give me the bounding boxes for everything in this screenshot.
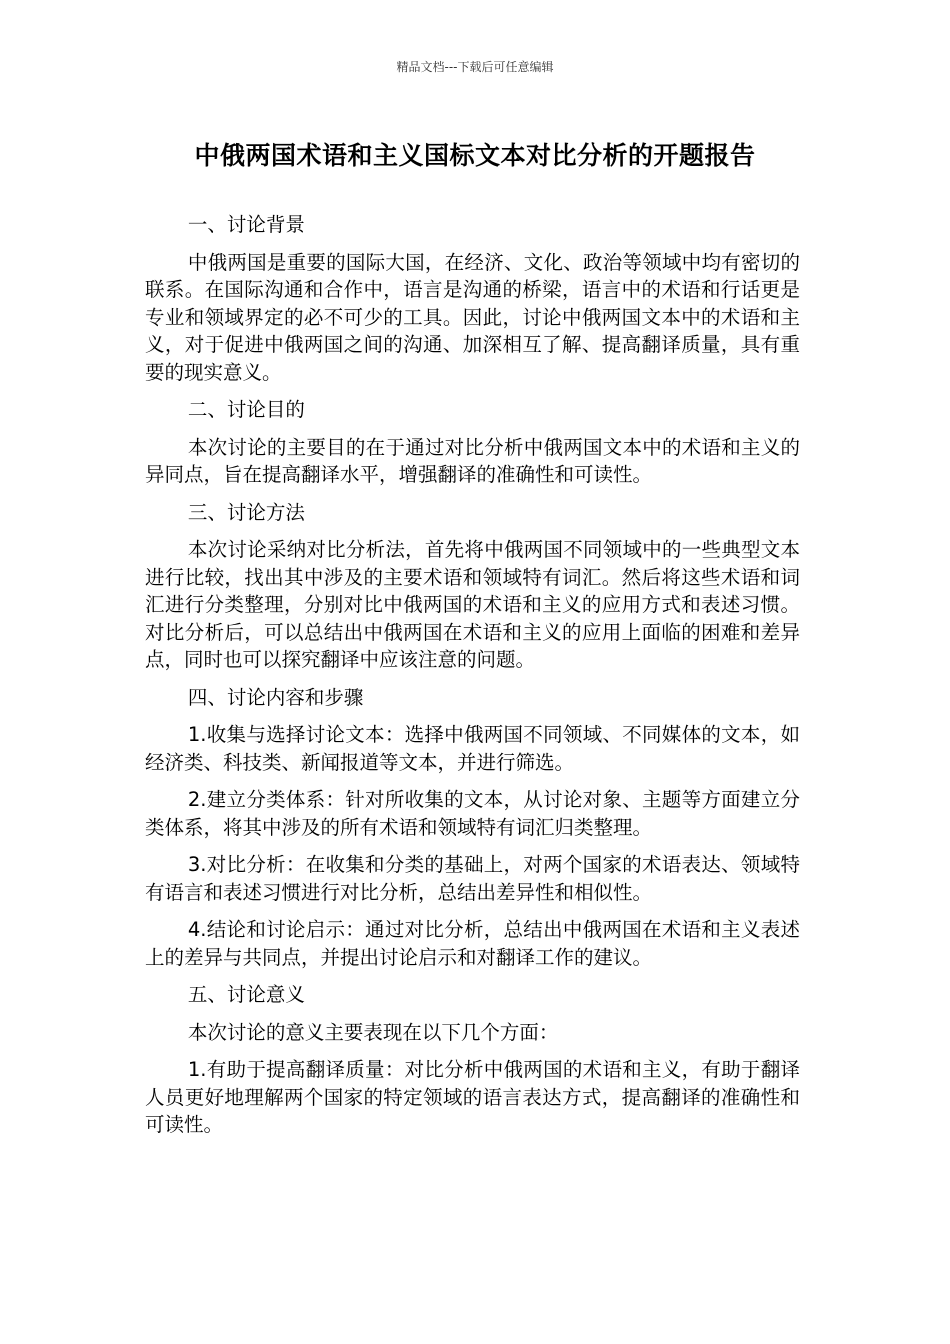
section-heading-method: 三、讨论方法 xyxy=(187,500,305,524)
paragraph-purpose: 本次讨论的主要目的在于通过对比分析中俄两国文本中的术语和主义的异同点，旨在提高翻译水平，增强翻译的准确性和可读性。 xyxy=(145,435,800,486)
section-heading-content-steps: 四、讨论内容和步骤 xyxy=(187,685,364,709)
section-heading-background: 一、讨论背景 xyxy=(187,213,305,236)
step-4-paragraph: 4.结论和讨论启示：通过对比分析，总结出中俄两国在术语和主义表述上的差异与共同点，并提出讨论启示和对翻译工作的建议。 xyxy=(145,918,800,969)
step-1-paragraph: 1.收集与选择讨论文本：选择中俄两国不同领域、不同媒体的文本，如经济类、科技类、新闻报道等文本，并进行筛选。 xyxy=(145,723,800,774)
header-note: 精品文档---下载后可任意编辑 xyxy=(396,60,554,74)
paragraph-method: 本次讨论采纳对比分析法，首先将中俄两国不同领域中的一些典型文本进行比较，找出其中涉及的主要术语和领域特有词汇。然后将这些术语和词汇进行分类整理，分别对比中俄两国的术语和主义的应用方式和表述习惯。对比分析后，可以总结出中俄两国在术语和主义的应用上面临的困难和差异点，同时也可以探究翻译中应该注意的问题。 xyxy=(145,538,800,671)
paragraph-significance-intro: 本次讨论的意义主要表现在以下几个方面： xyxy=(187,1020,559,1044)
section-heading-purpose: 二、讨论目的 xyxy=(187,398,305,421)
document-title: 中俄两国术语和主义国标文本对比分析的开题报告 xyxy=(194,141,756,170)
paragraph-background: 中俄两国是重要的国际大国，在经济、文化、政治等领域中均有密切的联系。在国际沟通和合作中，语言是沟通的桥梁，语言中的术语和行话更是专业和领域界定的必不可少的工具。因此，讨论中俄两国文本中的术语和主义，对于促进中俄两国之间的沟通、加深相互了解、提高翻译质量，具有重要的现实意义。 xyxy=(145,250,800,384)
significance-1-paragraph: 1.有助于提高翻译质量：对比分析中俄两国的术语和主义，有助于翻译人员更好地理解两个国家的特定领域的语言表达方式，提高翻译的准确性和可读性。 xyxy=(145,1058,800,1136)
section-heading-significance: 五、讨论意义 xyxy=(187,983,305,1006)
step-2-paragraph: 2.建立分类体系：针对所收集的文本，从讨论对象、主题等方面建立分类体系，将其中涉及的所有术语和领域特有词汇归类整理。 xyxy=(145,788,800,839)
document-body xyxy=(145,211,800,1149)
step-3-paragraph: 3.对比分析：在收集和分类的基础上，对两个国家的术语表达、领域特有语言和表述习惯进行对比分析，总结出差异性和相似性。 xyxy=(145,853,800,904)
